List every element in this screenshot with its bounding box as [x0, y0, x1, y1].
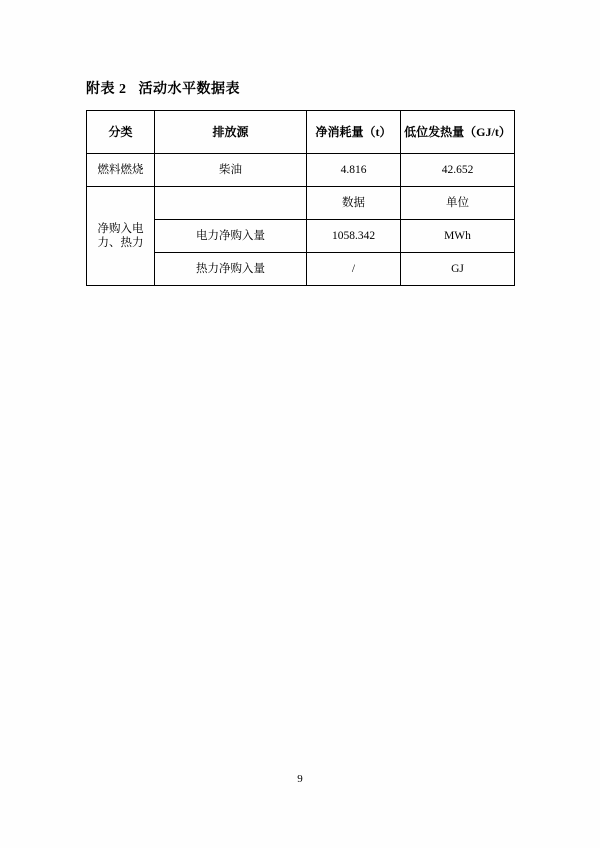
cell-unit-diesel: 42.652 [401, 154, 515, 187]
page-title [86, 78, 240, 98]
cell-category-fuel: 燃料燃烧 [87, 154, 155, 187]
page-number: 9 [297, 773, 303, 785]
cell-category-power-heat: 净购入电力、热力 [87, 187, 155, 286]
cell-value-heat: / [307, 253, 401, 286]
cell-source-diesel: 柴油 [155, 154, 307, 187]
activity-data-table [86, 110, 515, 286]
table-row [87, 187, 515, 220]
header-cell-heat-value: 低位发热量（GJ/t） [401, 111, 515, 154]
table-body [87, 154, 515, 286]
cell-source-electricity: 电力净购入量 [155, 220, 307, 253]
title-text: 活动水平数据表 [138, 82, 240, 97]
header-cell-consumption: 净消耗量（t） [307, 111, 401, 154]
cell-unit-heat: GJ [401, 253, 515, 286]
table-row [87, 154, 515, 187]
cell-source-heat: 热力净购入量 [155, 253, 307, 286]
title-number: 附表 2 [86, 82, 127, 97]
cell-unit-electricity: MWh [401, 220, 515, 253]
header-cell-source: 排放源 [155, 111, 307, 154]
header-cell-category: 分类 [87, 111, 155, 154]
table-header [87, 111, 515, 154]
cell-label-data: 数据 [307, 187, 401, 220]
cell-value-electricity: 1058.342 [307, 220, 401, 253]
cell-value-diesel: 4.816 [307, 154, 401, 187]
table-header-row [87, 111, 515, 154]
cell-source-empty [155, 187, 307, 220]
cell-label-unit: 单位 [401, 187, 515, 220]
